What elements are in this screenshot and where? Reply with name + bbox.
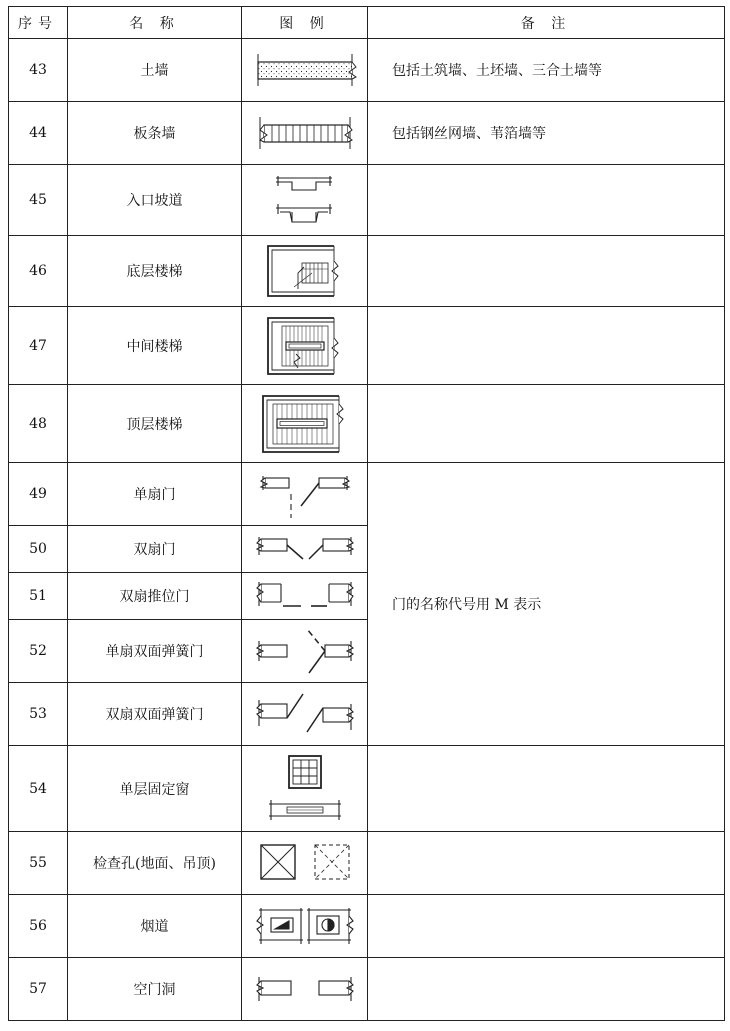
row-symbol [242,526,368,573]
row-no: 45 [9,165,68,236]
row-symbol [242,573,368,620]
row-name: 空门洞 [68,958,242,1021]
row-no: 53 [9,683,68,746]
table-row [9,958,725,1021]
header-row [9,7,725,39]
table-row [9,307,725,385]
header-remark: 备 注 [368,7,725,39]
fixed-window-icon [265,752,345,826]
row-name: 顶层楼梯 [68,385,242,463]
inspection-hole-icon [253,841,357,885]
row-name: 检查孔(地面、吊顶) [68,832,242,895]
table-row [9,165,725,236]
header-symbol: 图 例 [242,7,368,39]
header-name: 名 称 [68,7,242,39]
row-no: 49 [9,463,68,526]
row-symbol [242,683,368,746]
row-symbol [242,102,368,165]
row-symbol [242,895,368,958]
table-row [9,385,725,463]
row-remark [368,895,725,958]
table-row [9,102,725,165]
row-name: 单层固定窗 [68,746,242,832]
row-no: 57 [9,958,68,1021]
table-row [9,39,725,102]
sliding-double-door-icon [253,578,357,614]
row-name: 底层楼梯 [68,236,242,307]
row-remark [368,307,725,385]
row-remark [368,165,725,236]
row-symbol [242,39,368,102]
table-row [9,895,725,958]
row-symbol [242,746,368,832]
row-no: 56 [9,895,68,958]
row-remark [368,385,725,463]
ground-floor-stair-icon [260,241,350,301]
row-name: 单扇双面弹簧门 [68,620,242,683]
double-door-icon [253,531,357,567]
row-name: 双扇推位门 [68,573,242,620]
legend-table [8,6,725,1021]
row-symbol [242,307,368,385]
earth-wall-icon [250,50,360,90]
row-no: 50 [9,526,68,573]
row-remark: 包括钢丝网墙、苇箔墙等 [368,102,725,165]
table-row [9,832,725,895]
empty-doorway-icon [253,971,357,1007]
row-name: 中间楼梯 [68,307,242,385]
row-name: 烟道 [68,895,242,958]
row-name: 入口坡道 [68,165,242,236]
row-symbol [242,165,368,236]
row-remark [368,236,725,307]
row-no: 52 [9,620,68,683]
row-no: 46 [9,236,68,307]
door-remark: 门的名称代号用 M 表示 [368,463,725,746]
row-no: 47 [9,307,68,385]
row-no: 43 [9,39,68,102]
row-symbol [242,958,368,1021]
row-name: 单扇门 [68,463,242,526]
row-symbol [242,463,368,526]
entrance-ramp-icon [270,172,340,228]
middle-floor-stair-icon [260,314,350,378]
top-floor-stair-icon [257,392,353,456]
flue-icon [253,904,357,948]
row-symbol [242,832,368,895]
single-spring-door-icon [253,623,357,679]
row-name: 双扇门 [68,526,242,573]
row-no: 44 [9,102,68,165]
table-row [9,746,725,832]
row-remark [368,958,725,1021]
row-name: 板条墙 [68,102,242,165]
table-row [9,463,725,526]
row-no: 55 [9,832,68,895]
single-door-icon [255,466,355,522]
row-remark: 包括土筑墙、土坯墙、三合土墙等 [368,39,725,102]
row-remark [368,746,725,832]
row-symbol [242,385,368,463]
lath-wall-icon [250,113,360,153]
header-no: 序号 [9,7,68,39]
row-no: 51 [9,573,68,620]
row-symbol [242,620,368,683]
table-row [9,236,725,307]
row-no: 54 [9,746,68,832]
row-symbol [242,236,368,307]
row-name: 土墙 [68,39,242,102]
double-spring-door-icon [253,686,357,742]
row-name: 双扇双面弹簧门 [68,683,242,746]
row-no: 48 [9,385,68,463]
row-remark [368,832,725,895]
